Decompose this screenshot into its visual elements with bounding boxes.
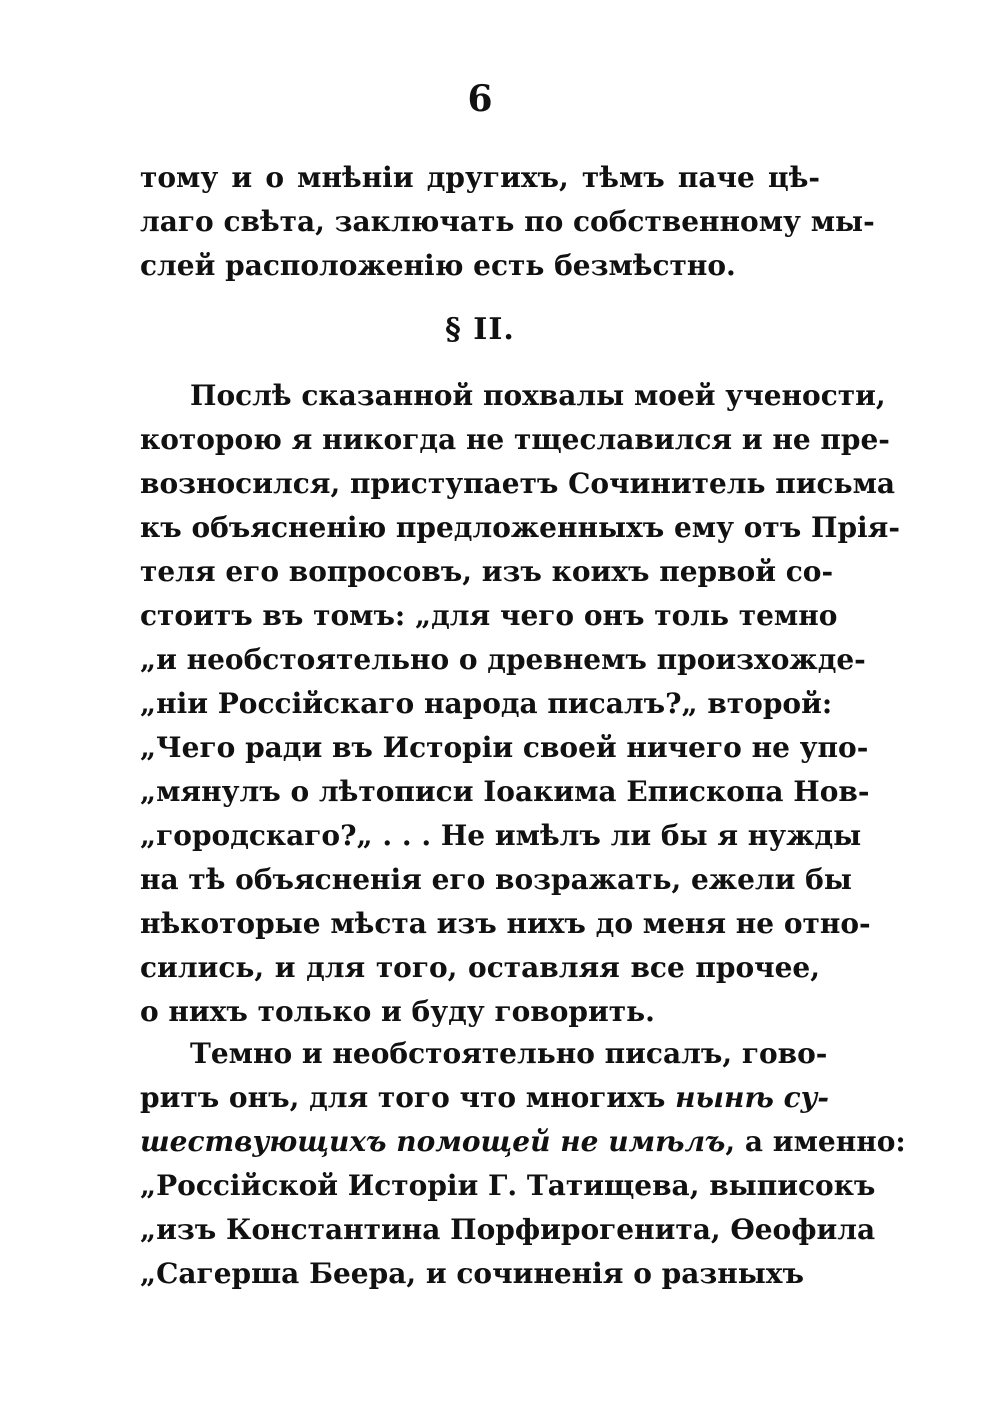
- text-line: о нихъ только и буду говорить.: [140, 995, 655, 1028]
- text-line: къ объясненію предложенныхъ ему отъ Прія-: [140, 511, 900, 544]
- italic-fragment: шествующихъ помощей не имѣлъ: [140, 1125, 726, 1158]
- text-line: лаго свѣта, заключать по собственному мы-: [140, 205, 875, 238]
- text-line: на тѣ объясненія его возражать, ежели бы: [140, 863, 852, 896]
- text-line: „мянулъ о лѣтописи Іоакима Епископа Нов-: [140, 775, 870, 808]
- text-line: „Россійской Исторіи Г. Татищева, выписокъ: [140, 1169, 876, 1202]
- paragraph-continuation: [140, 156, 875, 288]
- text-line: „и необстоятельно о древнемъ произхожде-: [140, 643, 866, 676]
- text-line: сились, и для того, оставляя все прочее,: [140, 951, 820, 984]
- text-line: теля его вопросовъ, изъ коихъ первой со-: [140, 555, 834, 588]
- text-line: „ніи Россійскаго народа писалъ?„ второй:: [140, 687, 833, 720]
- section-heading: § II.: [445, 312, 515, 347]
- text-line: нѣкоторые мѣста изъ нихъ до меня не отно-: [140, 907, 871, 940]
- text-line: возносился, приступаетъ Сочинитель письма: [140, 467, 896, 500]
- text-line: ритъ онъ, для того что многихъ нынѣ су-: [140, 1081, 830, 1114]
- text-line: шествующихъ помощей не имѣлъ, а именно:: [140, 1125, 906, 1158]
- text-line: слей расположенію есть безмѣстно.: [140, 249, 736, 282]
- text-line: Темно и необстоятельно писалъ, гово-: [190, 1037, 828, 1070]
- text-line: „Сагерша Беера, и сочиненія о разныхъ: [140, 1257, 804, 1290]
- paragraph: [140, 374, 900, 1034]
- text-line: тому и о мнѣніи другихъ, тѣмъ паче цѣ-: [140, 161, 820, 194]
- italic-fragment: нынѣ су-: [675, 1081, 830, 1114]
- text-line: „изъ Константина Порфирогенита, Ѳеофила: [140, 1213, 876, 1246]
- text-line: „городскаго?„ . . . Не имѣлъ ли бы я нужды: [140, 819, 862, 852]
- text-line: которою я никогда не тщеславился и не пре-: [140, 423, 890, 456]
- text-line: Послѣ сказанной похвалы моей учености,: [190, 379, 886, 412]
- text-line: стоитъ въ томъ: „для чего онъ толь темно: [140, 599, 838, 632]
- text-line: „Чего ради въ Исторіи своей ничего не упо-: [140, 731, 869, 764]
- page-number: 6: [467, 78, 493, 120]
- paragraph: [140, 1032, 906, 1296]
